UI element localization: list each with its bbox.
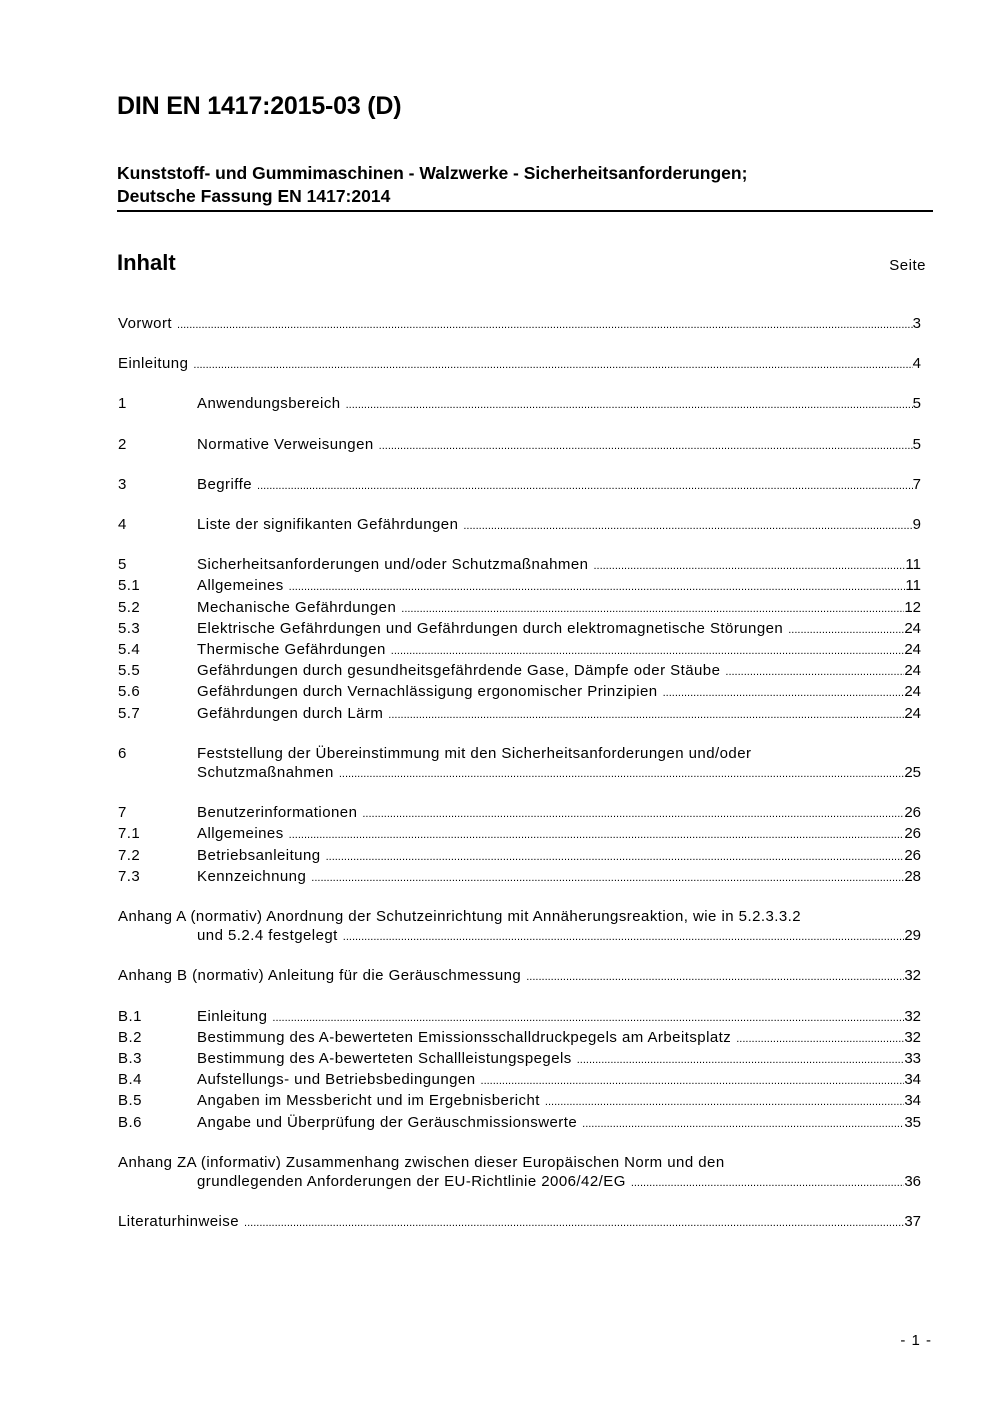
toc-entry-number: 5.6 <box>118 683 141 701</box>
toc-entry-title: Normative Verweisungen <box>197 435 374 453</box>
toc-entry[interactable] <box>118 1028 921 1049</box>
toc-entry-page: 9 <box>912 516 921 534</box>
toc-entry-title: Allgemeines <box>197 825 284 843</box>
toc-entry-page: 7 <box>912 475 921 493</box>
toc-entry[interactable] <box>118 354 921 375</box>
toc-entry[interactable] <box>118 1113 921 1134</box>
toc-entry-title: Betriebsanleitung <box>197 846 321 864</box>
toc-entry-page: 26 <box>904 846 921 864</box>
toc-entry[interactable] <box>118 576 921 597</box>
toc-entry-page: 24 <box>904 641 921 659</box>
toc-entry[interactable] <box>118 1212 921 1233</box>
toc-entry-number: 6 <box>118 744 127 762</box>
toc-entry-page: 25 <box>904 764 921 782</box>
toc-entry-page: 26 <box>904 804 921 822</box>
toc-entry-page: 33 <box>904 1050 921 1068</box>
toc-group <box>118 394 921 415</box>
dot-leader <box>311 869 904 888</box>
toc-entry-page: 35 <box>904 1113 921 1131</box>
toc-entry-page: 12 <box>904 598 921 616</box>
toc-entry-number: 7 <box>118 804 127 822</box>
toc-entry-title: Elektrische Gefährdungen und Gefährdungen durch elektromagnetische Störungen <box>197 619 784 637</box>
dot-leader <box>289 578 906 597</box>
toc-group <box>118 354 921 375</box>
toc-entry-page: 32 <box>904 1007 921 1025</box>
dot-leader <box>481 1072 905 1091</box>
toc-entry-page: 5 <box>912 435 921 453</box>
toc-entry[interactable] <box>118 763 921 784</box>
toc-group <box>118 475 921 496</box>
dot-leader <box>326 848 905 867</box>
toc-group <box>118 314 921 335</box>
toc-group <box>118 1007 921 1134</box>
toc-entry-number: 5.4 <box>118 641 141 659</box>
toc-entry[interactable] <box>118 704 921 725</box>
toc-entry-title: Thermische Gefährdungen <box>197 641 386 659</box>
document-subtitle <box>117 162 933 212</box>
toc-entry-number: 1 <box>118 395 127 413</box>
dot-leader <box>346 396 913 415</box>
toc-entry[interactable] <box>118 1070 921 1091</box>
subtitle-line: Deutsche Fassung EN 1417:2014 <box>117 186 391 206</box>
toc-entry[interactable] <box>118 846 921 867</box>
toc-entry-title: Einleitung <box>197 1007 268 1025</box>
subtitle-line: Kunststoff- und Gummimaschinen - Walzwerke - Sicherheitsanforderungen; <box>117 163 748 183</box>
toc-entry[interactable] <box>118 619 921 640</box>
toc-entry[interactable] <box>118 1049 921 1070</box>
toc-entry-title: und 5.2.4 festgelegt <box>197 927 338 945</box>
toc-entry-title: Angabe und Überprüfung der Geräuschmissionswerte <box>197 1113 578 1131</box>
dot-leader <box>526 968 904 987</box>
dot-leader <box>391 642 905 661</box>
toc-entry-page: 32 <box>904 967 921 985</box>
toc-entry-title: Gefährdungen durch Vernachlässigung ergonomischer Prinzipien <box>197 683 658 701</box>
dot-leader <box>193 356 912 375</box>
toc-entry-page: 26 <box>904 825 921 843</box>
toc-entry-page: 11 <box>905 577 921 595</box>
dot-leader <box>582 1115 904 1134</box>
toc-entry-title: Angaben im Messbericht und im Ergebnisbericht <box>197 1092 540 1110</box>
toc-entry-number: B.4 <box>118 1071 142 1089</box>
toc-entry[interactable] <box>118 640 921 661</box>
toc-entry[interactable] <box>118 394 921 415</box>
page-column-label: Seite <box>889 257 926 274</box>
toc-entry-title: Anwendungsbereich <box>197 395 341 413</box>
toc-entry-page: 24 <box>904 704 921 722</box>
toc-entry-line[interactable] <box>118 744 921 763</box>
toc-entry-page: 32 <box>904 1028 921 1046</box>
toc-entry-number: 7.1 <box>118 825 141 843</box>
toc-entry-title: Schutzmaßnahmen <box>197 764 334 782</box>
toc-entry-title: Allgemeines <box>197 577 284 595</box>
toc-entry-number: B.5 <box>118 1092 142 1110</box>
toc-entry-page: 4 <box>912 355 921 373</box>
toc-entry[interactable] <box>118 803 921 824</box>
toc-entry[interactable] <box>118 314 921 335</box>
toc-group <box>118 744 921 784</box>
toc-entry[interactable] <box>118 966 921 987</box>
toc-entry-page: 24 <box>904 619 921 637</box>
toc-entry-title: Liste der signifikanten Gefährdungen <box>197 516 459 534</box>
toc-entry-number: 5.7 <box>118 704 141 722</box>
toc-entry-title: Feststellung der Übereinstimmung mit den Sicherheitsanforderungen und/oder <box>197 744 752 762</box>
toc-entry-number: 5.2 <box>118 598 141 616</box>
dot-leader <box>725 663 904 682</box>
toc-entry-number: 4 <box>118 516 127 534</box>
dot-leader <box>289 826 905 845</box>
dot-leader <box>244 1214 904 1233</box>
toc-entry[interactable] <box>118 926 921 947</box>
toc-entry[interactable] <box>118 598 921 619</box>
table-of-contents <box>118 314 921 1253</box>
dot-leader <box>663 684 905 703</box>
toc-entry-number: B.3 <box>118 1050 142 1068</box>
page-number: - 1 - <box>900 1332 932 1349</box>
toc-entry-title: Mechanische Gefährdungen <box>197 598 397 616</box>
toc-group <box>118 435 921 456</box>
toc-entry-number: 5.5 <box>118 662 141 680</box>
toc-entry-title: grundlegenden Anforderungen der EU-Richtlinie 2006/42/EG <box>197 1173 626 1191</box>
toc-entry[interactable] <box>118 682 921 703</box>
dot-leader <box>593 557 905 576</box>
toc-entry-number: 5.3 <box>118 619 141 637</box>
toc-entry[interactable] <box>118 1091 921 1112</box>
toc-entry-number: 7.3 <box>118 867 141 885</box>
toc-entry-title: Vorwort <box>118 315 173 332</box>
toc-entry-page: 3 <box>912 315 921 332</box>
toc-entry-title: Gefährdungen durch Lärm <box>197 704 384 722</box>
toc-group <box>118 1212 921 1233</box>
toc-entry-title: Kennzeichnung <box>197 867 307 885</box>
toc-entry-title: Bestimmung des A-bewerteten Emissionsschalldruckpegels am Arbeitsplatz <box>197 1028 732 1046</box>
toc-entry-number: 7.2 <box>118 846 141 864</box>
dot-leader <box>788 621 904 640</box>
toc-entry[interactable] <box>118 1172 921 1193</box>
toc-entry-title: Begriffe <box>197 475 253 493</box>
toc-group <box>118 555 921 725</box>
dot-leader <box>257 477 913 496</box>
toc-group <box>118 803 921 888</box>
toc-entry-number: 5.1 <box>118 577 141 595</box>
document-id: DIN EN 1417:2015-03 (D) <box>117 92 402 120</box>
toc-entry-page: 28 <box>904 867 921 885</box>
dot-leader <box>379 437 913 456</box>
toc-entry-page: 37 <box>904 1213 921 1231</box>
dot-leader <box>362 805 904 824</box>
toc-entry-title: Bestimmung des A-bewerteten Schallleistungspegels <box>197 1050 572 1068</box>
toc-group <box>118 515 921 536</box>
dot-leader <box>401 600 904 619</box>
toc-group <box>118 966 921 987</box>
dot-leader <box>577 1051 905 1070</box>
dot-leader <box>388 706 904 725</box>
toc-entry-page: 11 <box>905 556 921 574</box>
toc-entry[interactable] <box>118 867 921 888</box>
dot-leader <box>631 1174 905 1193</box>
toc-entry-title: Benutzerinformationen <box>197 804 358 822</box>
toc-entry[interactable] <box>118 435 921 456</box>
toc-group <box>118 907 921 947</box>
toc-entry-number: B.2 <box>118 1028 142 1046</box>
dot-leader <box>339 765 904 784</box>
toc-entry-page: 34 <box>904 1071 921 1089</box>
toc-entry[interactable] <box>118 515 921 536</box>
toc-heading: Inhalt <box>117 250 176 275</box>
toc-entry-page: 5 <box>912 395 921 413</box>
dot-leader <box>736 1030 904 1049</box>
toc-entry-page: 29 <box>904 927 921 945</box>
toc-entry-number: 2 <box>118 435 127 453</box>
dot-leader <box>343 928 905 947</box>
toc-entry-title: Sicherheitsanforderungen und/oder Schutzmaßnahmen <box>197 556 589 574</box>
toc-entry-line[interactable]: Anhang ZA (informativ) Zusammenhang zwischen dieser Europäischen Norm und den <box>118 1153 725 1171</box>
toc-entry-title: Einleitung <box>118 355 189 373</box>
toc-entry-page: 24 <box>904 662 921 680</box>
toc-entry[interactable] <box>118 1007 921 1028</box>
toc-entry[interactable] <box>118 475 921 496</box>
toc-entry-number: 5 <box>118 556 127 574</box>
toc-entry[interactable] <box>118 661 921 682</box>
dot-leader <box>463 517 912 536</box>
dot-leader <box>272 1009 904 1028</box>
toc-group <box>118 1153 921 1193</box>
toc-entry-page: 36 <box>904 1173 921 1191</box>
dot-leader <box>545 1093 904 1112</box>
toc-entry[interactable] <box>118 824 921 845</box>
toc-entry-page: 34 <box>904 1092 921 1110</box>
toc-entry-page: 24 <box>904 683 921 701</box>
toc-entry-title: Literaturhinweise <box>118 1213 240 1231</box>
toc-entry-number: B.1 <box>118 1007 142 1025</box>
toc-entry-title: Gefährdungen durch gesundheitsgefährdende Gase, Dämpfe oder Stäube <box>197 662 721 680</box>
toc-entry-number: B.6 <box>118 1113 142 1131</box>
toc-entry[interactable] <box>118 555 921 576</box>
toc-entry-line[interactable]: Anhang A (normativ) Anordnung der Schutzeinrichtung mit Annäherungsreaktion, wie in 5.2.3.3.2 <box>118 908 802 926</box>
toc-entry-title: Anhang B (normativ) Anleitung für die Geräuschmessung <box>118 967 522 985</box>
dot-leader <box>177 316 913 335</box>
toc-entry-number: 3 <box>118 475 127 493</box>
toc-entry-title: Aufstellungs- und Betriebsbedingungen <box>197 1071 476 1089</box>
